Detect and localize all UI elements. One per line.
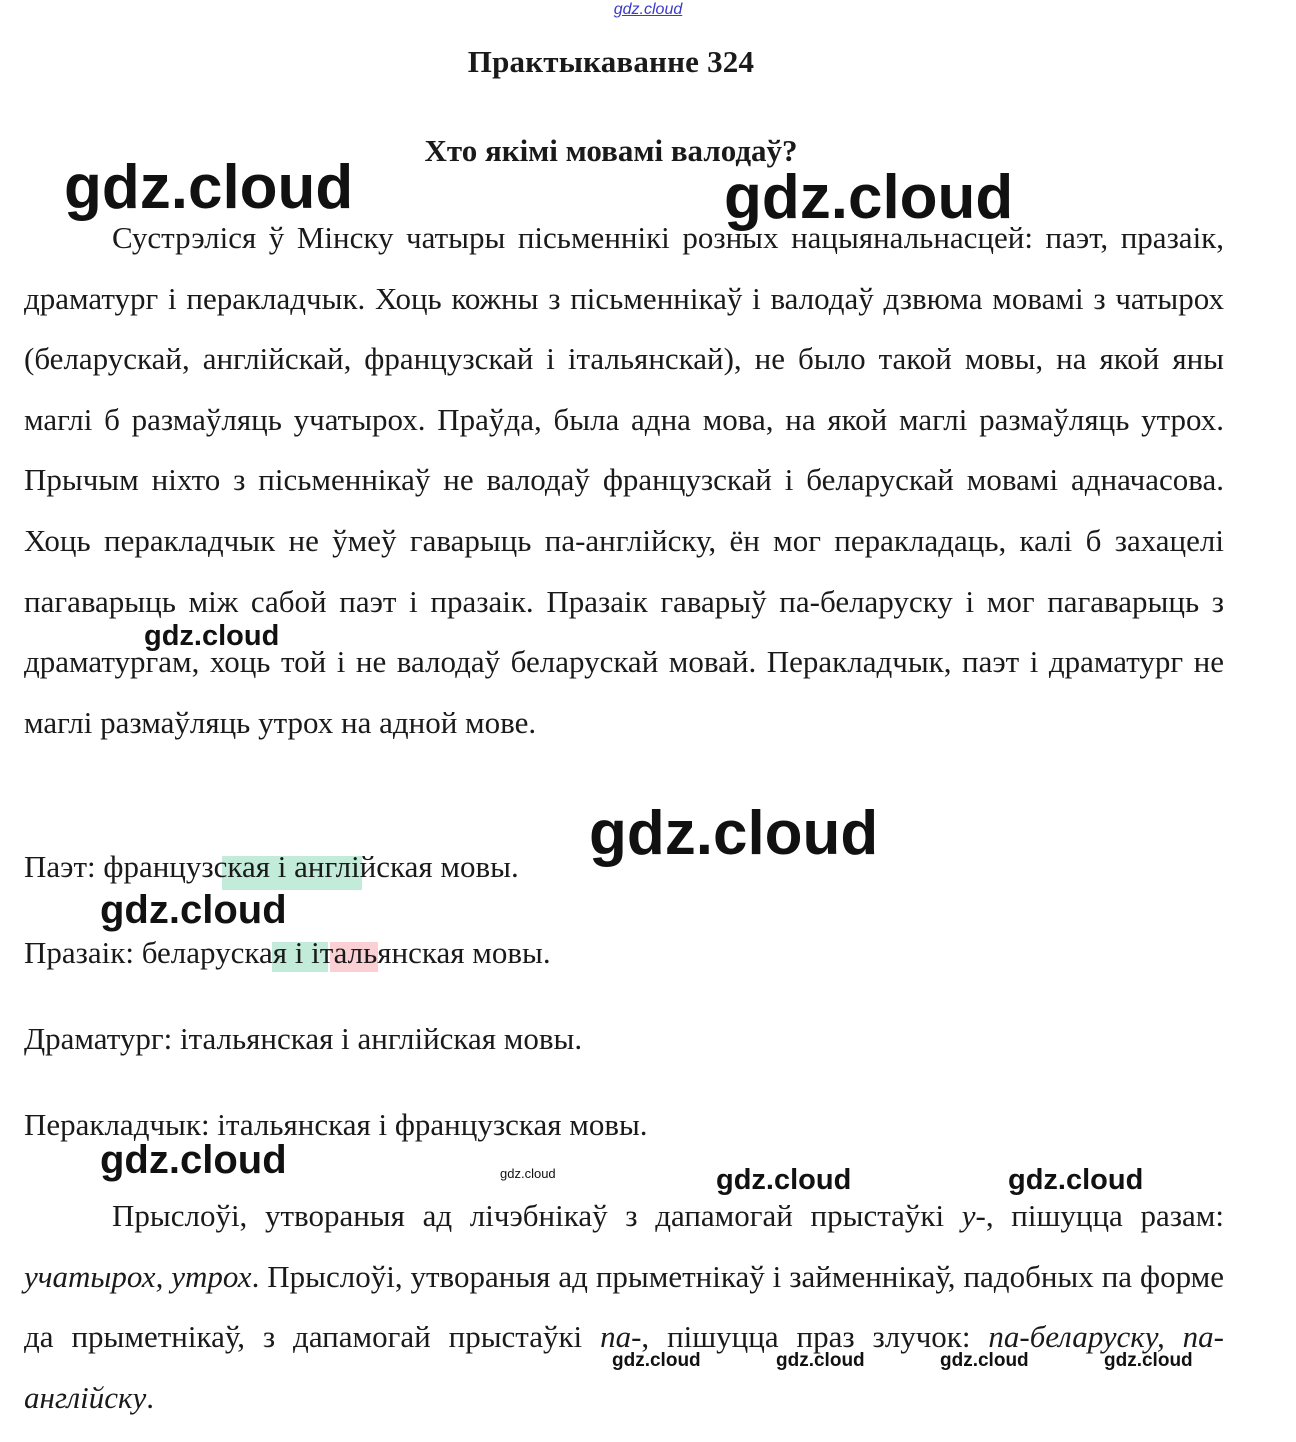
rule-prefix: па-	[600, 1319, 642, 1355]
rule-example: учатырох, утрох	[24, 1258, 252, 1294]
watermark: gdz.cloud	[940, 1350, 1029, 1371]
watermark: gdz.cloud	[776, 1350, 865, 1371]
watermark: gdz.cloud	[144, 620, 280, 652]
watermark: gdz.cloud	[1008, 1164, 1144, 1196]
watermark: gdz.cloud	[589, 799, 879, 868]
rule-text: . Прыслоўі, утвораныя ад прыметнікаў і займеннікаў, падобных па форме да прыметнікаў, з дапамогай прыстаўкі	[24, 1258, 1224, 1355]
watermark: gdz.cloud	[100, 1138, 287, 1182]
task-paragraph	[24, 208, 1224, 753]
watermark: gdz.cloud	[716, 1164, 852, 1196]
answer-translator: Перакладчык: італьянская і французская мовы.	[24, 1107, 648, 1142]
task-subtitle: Хто якімі мовамі валодаў?	[424, 133, 798, 168]
answer-poet: Паэт: французская і англійская мовы.	[24, 849, 519, 884]
rule-text: .	[146, 1379, 154, 1415]
site-link[interactable]: gdz.cloud	[613, 1, 683, 18]
watermark: gdz.cloud	[724, 163, 1014, 232]
page-title: Практыкаванне 324	[467, 44, 755, 79]
watermark: gdz.cloud	[500, 1166, 556, 1181]
answer-playwright: Драматург: італьянская і англійская мовы.	[24, 1021, 583, 1056]
answer-prose-writer: Празаік: беларуская і італьянская мовы.	[24, 935, 551, 970]
rule-text: , пішуцца разам:	[985, 1198, 1224, 1233]
rule-text: , пішуцца праз злучок:	[641, 1319, 989, 1355]
watermark: gdz.cloud	[1104, 1350, 1193, 1371]
rule-prefix: у-	[961, 1198, 986, 1233]
rule-paragraph	[24, 1186, 1224, 1428]
watermark: gdz.cloud	[100, 888, 287, 932]
watermark: gdz.cloud	[612, 1350, 701, 1371]
rule-text: Прыслоўі, утвораныя ад лічэбнікаў з дапамогай прыстаўкі	[112, 1198, 962, 1233]
watermark: gdz.cloud	[64, 153, 354, 222]
task-text: Сустрэліся ў Мінску чатыры пісьменнікі розных нацыянальнасцей: паэт, празаік, драматург і перакладчык. Хоць кожны з пісьменнікаў і валодаў дзвюма мовамі з чатырох (беларускай, англійскай, французскай і італьянскай), не было такой мовы, на якой яны маглі б размаўляць учатырох. Праўда, была адна мова, на якой маглі размаўляць утрох. Прычым ніхто з пісьменнікаў не валодаў французскай і беларускай мовамі адначасова. Хоць перакладчык не ўмеў гаварыць па-англійску, ён мог перакладаць, калі б захацелі пагаварыць між сабой паэт і празаік. Празаік гаварыў па-беларуску і мог пагаварыць з драматургам, хоць той і не валодаў беларускай мовай. Перакладчык, паэт і драматург не маглі размаўляць утрох на адной мове.	[24, 220, 1224, 740]
rule-example: па-беларуску, па-англійску	[24, 1319, 1224, 1415]
